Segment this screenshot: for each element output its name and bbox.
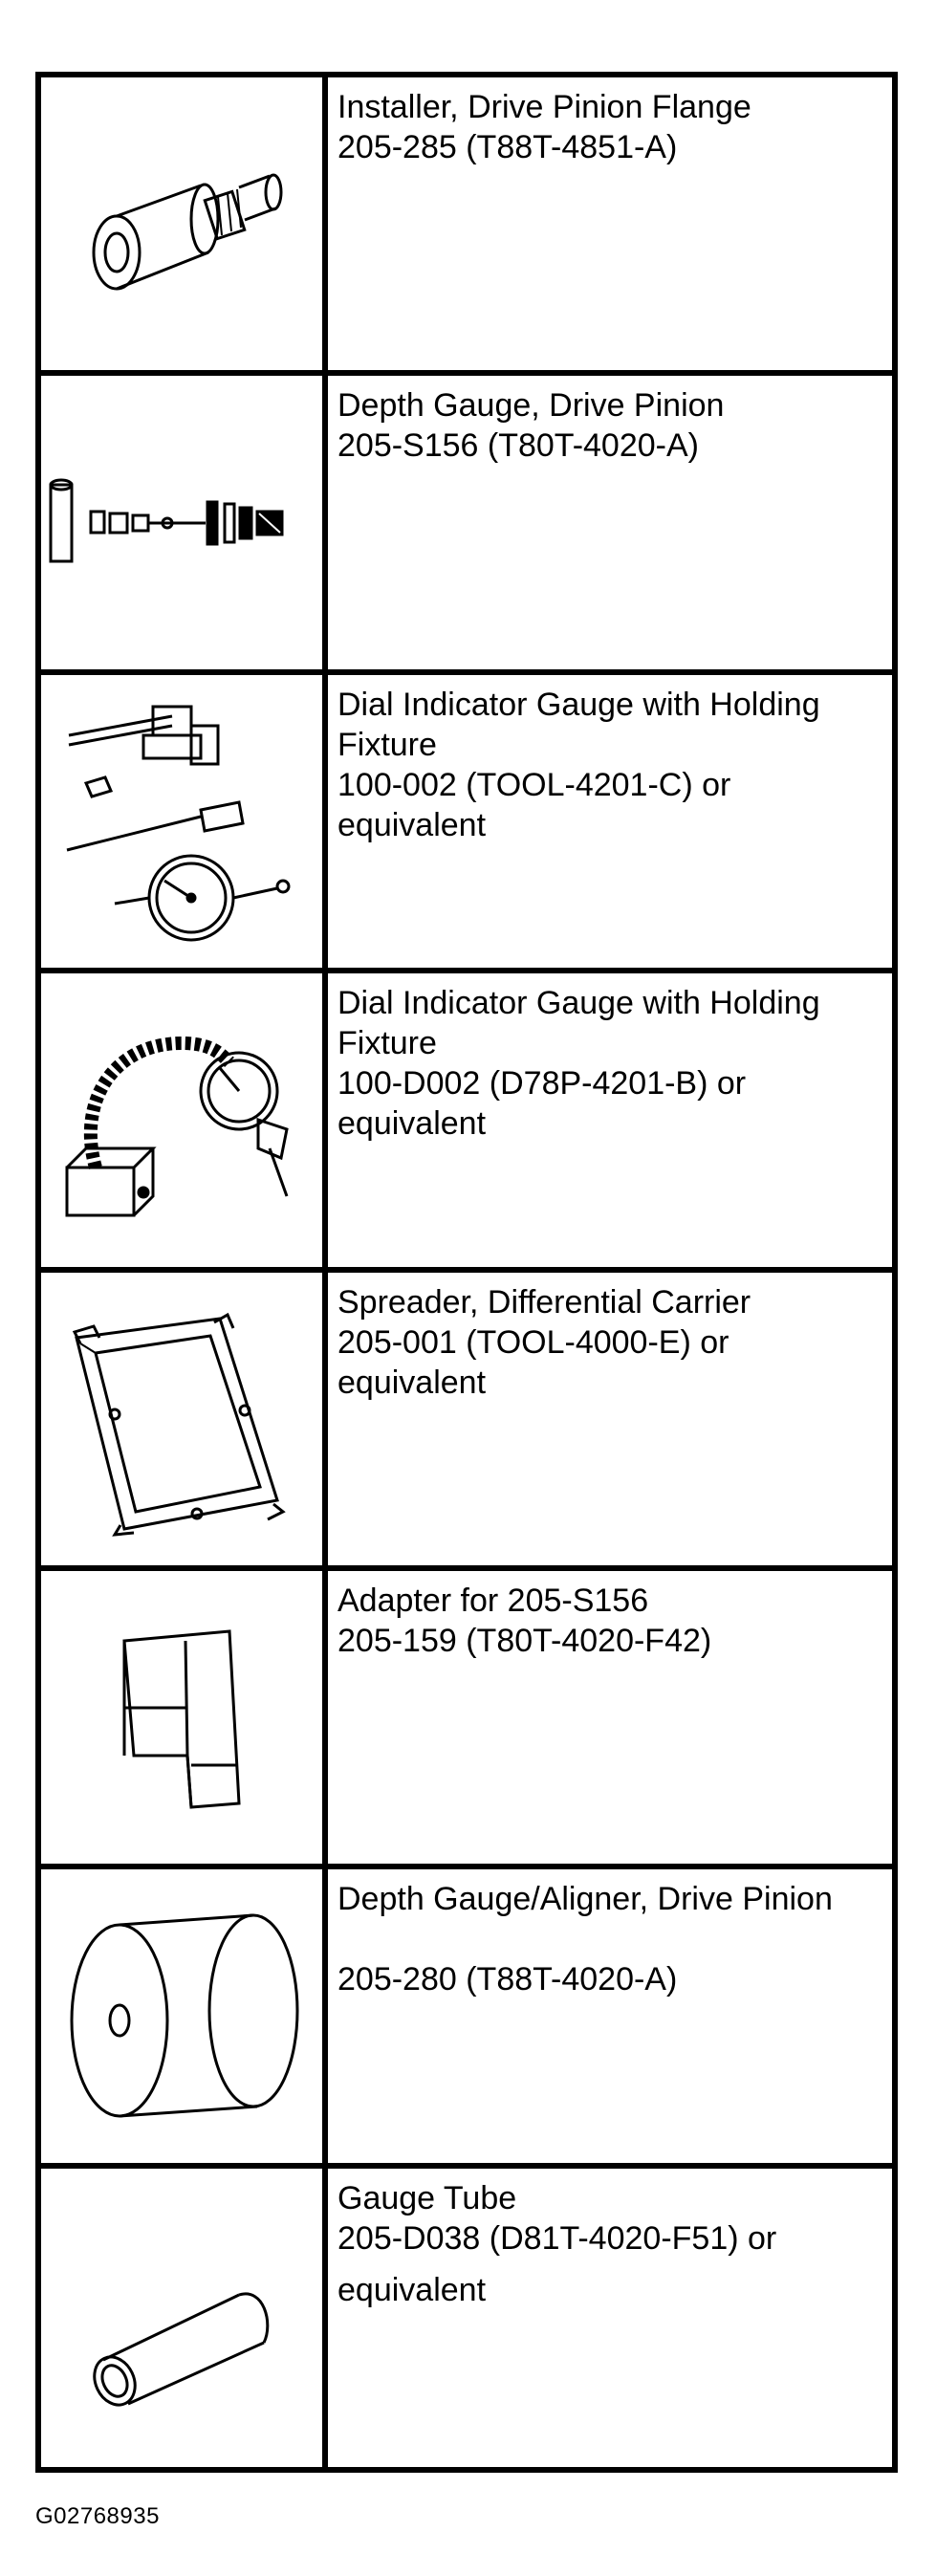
tool-number: 205-280 (T88T-4020-A) <box>337 1961 678 1998</box>
tool-illustration-cell <box>41 1273 328 1571</box>
tool-description <box>328 1273 892 1571</box>
tool-name: Spreader, Differential Carrier <box>337 1283 751 1321</box>
tool-name-continued: Fixture <box>337 1025 437 1062</box>
tool-number: 205-D038 (D81T-4020-F51) or <box>337 2219 777 2257</box>
tool-note: equivalent <box>337 806 487 843</box>
figure-id: G02768935 <box>35 2503 160 2529</box>
tool-name: Adapter for 205-S156 <box>337 1582 649 1619</box>
tool-illustration-cell <box>41 1571 328 1869</box>
depth-gauge-aligner-icon <box>53 1896 311 2135</box>
differential-carrier-spreader-icon <box>57 1299 306 1539</box>
tool-description <box>328 675 892 973</box>
tool-name: Depth Gauge, Drive Pinion <box>337 387 725 425</box>
tool-description <box>328 376 892 674</box>
tool-illustration-cell <box>41 1869 328 2168</box>
tool-note: equivalent <box>337 1105 487 1143</box>
tool-number: 205-S156 (T80T-4020-A) <box>337 427 699 465</box>
tool-illustration-cell <box>41 675 328 973</box>
tool-name: Dial Indicator Gauge with Holding <box>337 985 820 1022</box>
drive-pinion-depth-gauge-icon <box>43 466 320 580</box>
tool-name: Depth Gauge/Aligner, Drive Pinion <box>337 1881 833 1918</box>
tool-illustration-cell <box>41 2169 328 2467</box>
dial-indicator-magnetic-base-icon <box>57 1005 306 1234</box>
tool-name: Gauge Tube <box>337 2179 517 2216</box>
tool-name-continued: Fixture <box>337 726 437 763</box>
tool-number: 100-002 (TOOL-4201-C) or <box>337 766 731 803</box>
tool-number: 205-285 (T88T-4851-A) <box>337 129 678 165</box>
dial-indicator-holding-fixture-icon <box>57 697 306 946</box>
tool-number: 205-001 (TOOL-4000-E) or <box>337 1323 729 1361</box>
tool-illustration-cell <box>41 973 328 1272</box>
tool-name: Installer, Drive Pinion Flange <box>337 89 751 125</box>
tool-description <box>328 973 892 1272</box>
tool-illustration-cell <box>41 77 328 376</box>
tool-description <box>328 77 892 376</box>
special-tools-table <box>35 72 898 2473</box>
tool-description <box>328 1571 892 1869</box>
adapter-block-icon <box>86 1612 277 1823</box>
tool-description <box>328 2169 892 2467</box>
spacer <box>337 1919 882 1959</box>
tool-description <box>328 1869 892 2168</box>
tool-note: equivalent <box>337 2271 487 2308</box>
tool-note: equivalent <box>337 1364 487 1401</box>
tool-number: 100-D002 (D78P-4201-B) or <box>337 1065 747 1102</box>
tool-number: 205-159 (T80T-4020-F42) <box>337 1622 712 1659</box>
gauge-tube-icon <box>76 2266 287 2419</box>
drive-pinion-flange-installer-icon <box>57 128 306 319</box>
tool-name: Dial Indicator Gauge with Holding <box>337 686 820 723</box>
tool-illustration-cell <box>41 376 328 674</box>
